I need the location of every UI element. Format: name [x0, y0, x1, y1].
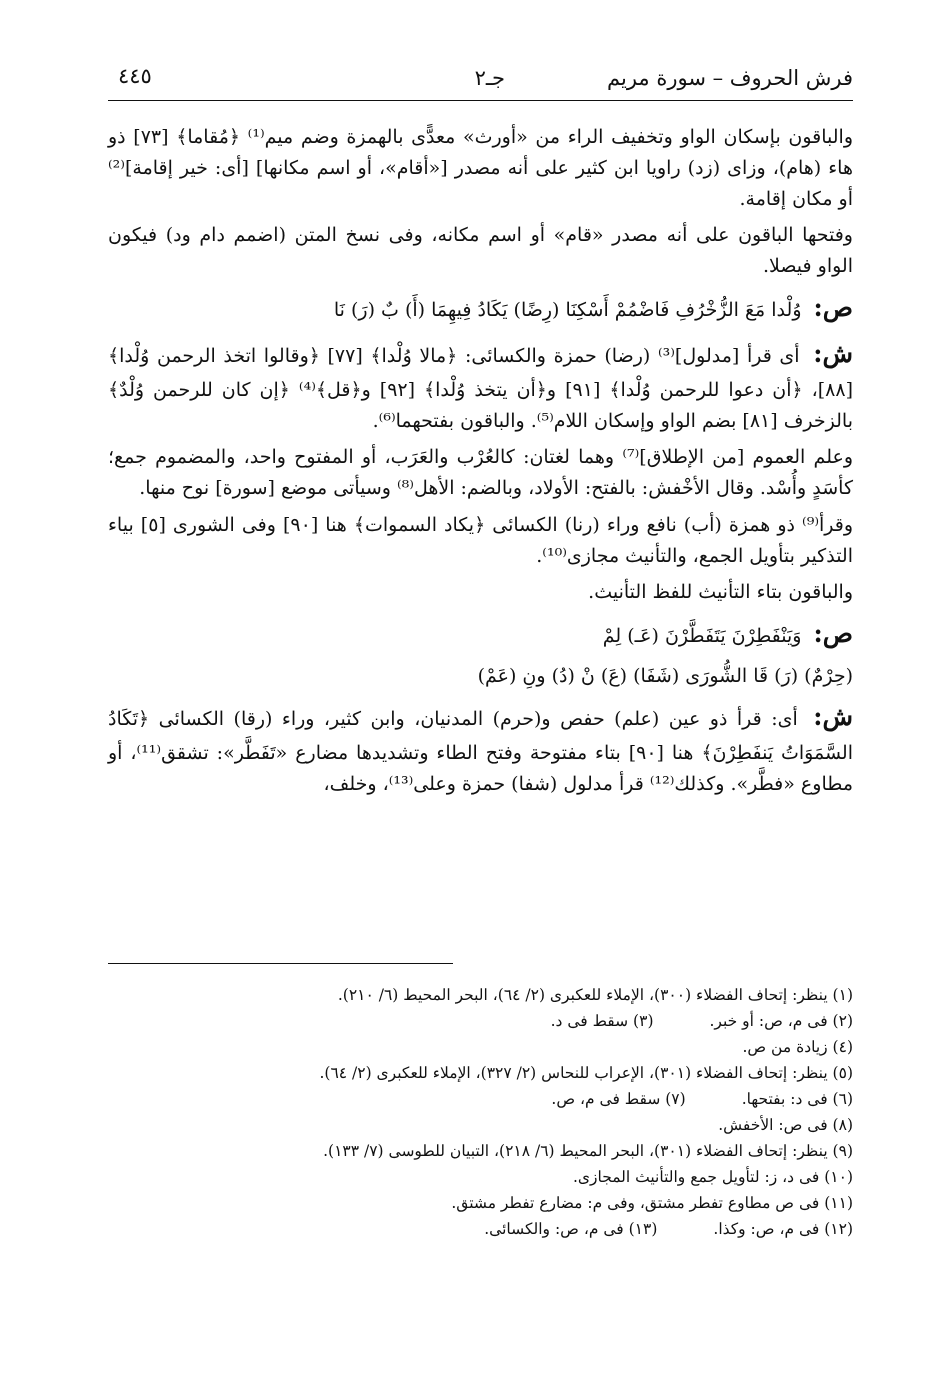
- footnote: (٣) سقط فى د.: [550, 1012, 654, 1031]
- footnote: (٧) سقط فى م، ص.: [551, 1090, 686, 1109]
- shin-label: ش:: [813, 702, 853, 732]
- footnote-pair: [108, 1086, 853, 1112]
- footnote: (٢) فى م، ص: أو خبر.: [709, 1012, 853, 1031]
- footnote: (٥) ينظر: إتحاف الفضلاء (٣٠١)، الإعراب للنحاس (٢/ ٣٢٧)، الإملاء للعكبرى (٢/ ٦٤).: [319, 1064, 853, 1083]
- paragraph: وقرأ⁽⁹⁾ ذو همزة (أب) نافع وراء (رنا) الكسائى ﴿يكاد السموات﴾ هنا [٩٠] وفى الشورى [٥] بياء التذكير بتأويل الجمع، والتأنيث مجازى⁽¹⁰⁾.: [108, 513, 853, 567]
- paragraph: وفتحها الباقون على أنه مصدر «قام» أو اسم مكانه، وفى نسخ المتن (اضمم دام ود) فيكون الواو فيصلا.: [108, 224, 853, 278]
- commentary-paragraph: [108, 697, 853, 799]
- footnote: (١) ينظر: إتحاف الفضلاء (٣٠٠)، الإملاء للعكبرى (٢/ ٦٤)، البحر المحيط (٦/ ٢١٠).: [337, 986, 853, 1004]
- volume-label: جـ٢: [474, 66, 505, 90]
- footnote: (١٠) فى د، ز: لتأويل جمع والتأنيث المجازى.: [572, 1168, 853, 1187]
- commentary-text: أى: قرأ ذو عين (علم) حفص و(حرم) المدنيان، وابن كثير، وراء (رقا) الكسائى ﴿تَكَادُ السَّمَوَاتُ يَنفَطِرْنَ﴾ هنا [٩٠] بتاء مفتوحة وفتح الطاء وتشديدها مضارع «تَفَطَّر»: تشقق⁽¹¹⁾، أو مطاوع «فطَّر». وكذلك⁽¹²⁾ قرأ مدلول (شفا) حمزة وعلى⁽¹³⁾، وخلف،: [108, 708, 853, 795]
- paragraph: والباقون بإسكان الواو وتخفيف الراء من «أورث» معدًّى بالهمزة وضم ميم⁽¹⁾ ﴿مُقاما﴾ [٧٣] ذو هاء (هام)، وزاى (زد) راويا ابن كثير على أنه مصدر [«أقام»، أو اسم مكانها] [أى: خير إقامة]⁽²⁾ أو مكان إقامة.: [108, 126, 853, 210]
- footnote-pair: [108, 1216, 853, 1242]
- sad-label: ص:: [813, 619, 853, 649]
- footnote-pair: [108, 1008, 853, 1034]
- book-page: [108, 58, 853, 1308]
- commentary-paragraph: [108, 334, 853, 436]
- paragraph: والباقون بتاء التأنيث للفظ التأنيث.: [588, 581, 853, 604]
- verse-line: [108, 288, 853, 329]
- commentary-text: أى قرأ [مدلول]⁽³⁾ (رضا) حمزة والكسائى: ﴿مالا وُلْدا﴾ [٧٧] ﴿وقالوا اتخذ الرحمن وُلْدا﴾ [٨٨]، ﴿أن دعوا للرحمن وُلْدا﴾ [٩١] و﴿أن يتخذ وُلْدا﴾ [٩٢] و﴿قل﴾⁽⁴⁾ ﴿إن كان للرحمن وُلْدٌ﴾ بالزخرف [٨١] بضم الواو وإسكان اللام⁽⁵⁾. والباقون بفتحهما⁽⁶⁾.: [108, 345, 854, 432]
- footnote: (١١) فى ص مطاوع تفطر مشتق، وفى م: مضارع تفطر مشتق.: [451, 1194, 853, 1213]
- footnote: (١٣) فى م، ص: والكسائى.: [484, 1220, 658, 1239]
- shin-label: ش:: [813, 339, 853, 369]
- page-number: ٤٤٥: [118, 64, 152, 88]
- page-header: [108, 58, 853, 101]
- footnotes: [108, 982, 853, 1242]
- verse-line: [108, 614, 853, 655]
- verse-text: وُلْدا مَعَ الزُّخْرُفِ فَاضْمُمْ أَسْكِنَا (رِضًا) يَكَادُ فِيهِمَا (أَ) بٌ (رَ) نَا: [333, 298, 802, 321]
- sad-label: ص:: [813, 292, 853, 322]
- footnote: (٤) زيادة من ص.: [742, 1038, 853, 1057]
- footnote: (٩) ينظر: إتحاف الفضلاء (٣٠١)، البحر المحيط (٦/ ٢١٨)، التبيان للطوسى (٧/ ١٣٣).: [323, 1142, 853, 1161]
- footnote: (٦) فى د: بفتحها.: [741, 1090, 853, 1109]
- footnote: (١٢) فى م، ص: وكذا.: [713, 1220, 853, 1239]
- verse-text: وَيَنْفَطِرْنَ يَتَفَطَّرْنَ (عَـ) لِمْ: [602, 625, 802, 648]
- footnote-separator: [108, 963, 453, 964]
- main-text: [108, 122, 853, 805]
- footnote: (٨) فى ص: الأخفش.: [718, 1116, 853, 1135]
- verse-line-second-hemistich: (حِرْمٌ) (رَ) قَا الشُّورَى (شَفَا) (عَ) نْ (دُ) ونِ (عَمْ): [477, 664, 853, 687]
- paragraph: وعلم العموم [من الإطلاق]⁽⁷⁾ وهما لغتان: كالعُرْب والعَرَب، أو المفتوح واحد، والمضموم جمع؛ كأسَدٍ وأُسْد. وقال الأخْفش: بالفتح: الأولاد، وبالضم: الأهل⁽⁸⁾ وسيأتى موضع [سورة] نوح منها.: [108, 446, 854, 500]
- running-title: فرش الحروف – سورة مريم: [607, 66, 853, 90]
